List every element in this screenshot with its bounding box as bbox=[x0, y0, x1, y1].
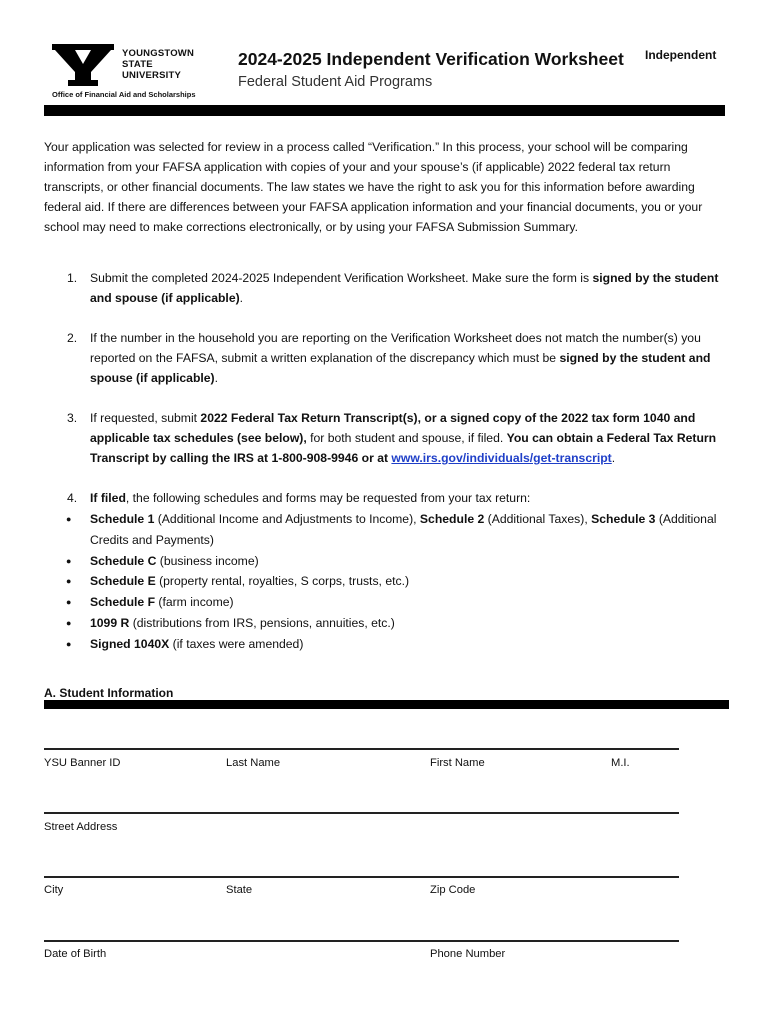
schedule-item: ● Schedule F (farm income) bbox=[44, 592, 728, 613]
id-name-field-line[interactable] bbox=[44, 748, 679, 750]
office-name: Office of Financial Aid and Scholarships bbox=[52, 90, 196, 99]
irs-transcript-link[interactable]: www.irs.gov/individuals/get-transcript bbox=[391, 451, 612, 465]
section-rule bbox=[44, 700, 729, 709]
schedule-item: ● 1099 R (distributions from IRS, pensions, annuities, etc.) bbox=[44, 613, 728, 634]
ysu-logo-icon bbox=[52, 44, 114, 86]
street-address-label: Street Address bbox=[44, 821, 118, 833]
mi-label: M.I. bbox=[611, 757, 630, 769]
schedule-item: ● Signed 1040X (if taxes were amended) bbox=[44, 634, 728, 655]
city-state-zip-field-line[interactable] bbox=[44, 876, 679, 878]
schedule-list bbox=[44, 509, 728, 655]
schedule-item: ● Schedule 1 (Additional Income and Adjustments to Income), Schedule 2 (Additional Taxes), Schedule 3 (Additional Credits and Payments) bbox=[44, 509, 728, 551]
list-item: 3. If requested, submit 2022 Federal Tax Return Transcript(s), or a signed copy of the 2022 tax form 1040 and applicable tax schedules (see below), for both student and spouse, if filed. You can obtain a Federal Tax Return Transcript by calling the IRS at 1-800-908-9946 or at www.irs.gov/individuals/get-transcript. bbox=[67, 411, 717, 465]
list-item: 4. If filed, the following schedules and forms may be requested from your tax return: ● Schedule 1 (Additional Income and Adjustments to Income), Schedule 2 (Additional Taxes), Schedule 3 (Additional Credits and Payments) ● Schedule C (business income) ● Schedule E (property rental, royalties, S corps, trusts, etc.) ● Schedule F (farm income) ● 1099 R (distributions from IRS, pensions, annuities, etc.) ● Signed 1040X (if taxes were amended) bbox=[44, 488, 728, 655]
last-name-label: Last Name bbox=[226, 757, 281, 769]
dob-phone-field-line[interactable] bbox=[44, 940, 679, 942]
state-label: State bbox=[226, 884, 253, 896]
university-name: YOUNGSTOWN STATE UNIVERSITY bbox=[122, 48, 195, 81]
page-subtitle: Federal Student Aid Programs bbox=[238, 74, 433, 90]
header-rule bbox=[44, 105, 725, 116]
instruction-list bbox=[44, 268, 728, 675]
list-item: 2. If the number in the household you are reporting on the Verification Worksheet does not match the number(s) you reported on the FAFSA, submit a written explanation of the discrepancy which must be signed by the student and spouse (if applicable). bbox=[67, 331, 711, 385]
banner-id-label: YSU Banner ID bbox=[44, 757, 121, 769]
intro-paragraph: Your application was selected for review in a process called “Verification.” In this process, your school will be comparing information from your FAFSA application with copies of your and your spouse’s (if applicable) 2022 federal tax return transcripts, or other financial documents. The law states we have the right to ask you for this information before awarding federal aid. If there are differences between your FAFSA application information and your financial documents, you or your school may need to make corrections electronically, or by using your FAFSA Submission Summary. bbox=[44, 140, 703, 234]
date-of-birth-label: Date of Birth bbox=[44, 948, 107, 960]
schedule-item: ● Schedule C (business income) bbox=[44, 551, 728, 572]
status-badge: Independent bbox=[645, 48, 717, 62]
schedule-item: ● Schedule E (property rental, royalties, S corps, trusts, etc.) bbox=[44, 571, 728, 592]
city-label: City bbox=[44, 884, 64, 896]
street-address-field-line[interactable] bbox=[44, 812, 679, 814]
first-name-label: First Name bbox=[430, 757, 485, 769]
section-heading: A. Student Information bbox=[44, 686, 174, 700]
list-item: 1. Submit the completed 2024-2025 Independent Verification Worksheet. Make sure the form is signed by the student and spouse (if applicable). bbox=[67, 271, 719, 305]
page-title: 2024-2025 Independent Verification Worksheet bbox=[238, 49, 624, 69]
phone-number-label: Phone Number bbox=[430, 948, 506, 960]
zip-code-label: Zip Code bbox=[430, 884, 476, 896]
